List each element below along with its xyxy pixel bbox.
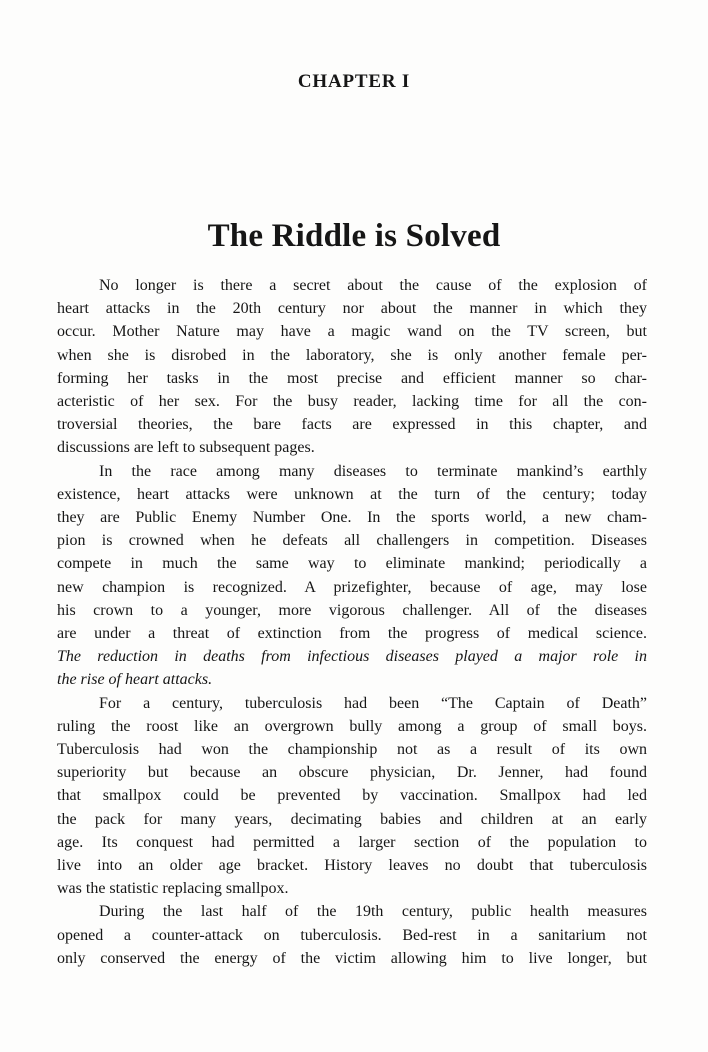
text-line: that smallpox could be prevented by vaccination. Smallpox had led — [57, 787, 647, 805]
text-line: troversial theories, the bare facts are expressed in this chapter, and — [57, 416, 647, 434]
text-line: his crown to a younger, more vigorous challenger. All of the diseases — [57, 601, 647, 619]
text-line: was the statistic replacing smallpox. — [57, 880, 289, 898]
chapter-heading: CHAPTER I — [297, 71, 411, 92]
text-line: Tuberculosis had won the championship not as a result of its own — [57, 741, 647, 759]
body-text — [57, 274, 647, 970]
text-line: only conserved the energy of the victim allowing him to live longer, but — [57, 949, 647, 967]
text-line: forming her tasks in the most precise and efficient manner so char- — [57, 369, 647, 387]
text-line: age. Its conquest had permitted a larger section of the population to — [57, 833, 647, 851]
text-line: occur. Mother Nature may have a magic wand on the TV screen, but — [57, 323, 647, 341]
text-line: ruling the roost like an overgrown bully among a group of small boys. — [57, 717, 647, 735]
text-line: During the last half of the 19th century, public health measures — [99, 903, 647, 921]
paragraph — [57, 274, 647, 460]
text-line: discussions are left to subsequent pages. — [57, 439, 315, 457]
page-title: The Riddle is Solved — [207, 218, 501, 254]
text-line: For a century, tuberculosis had been “The Captain of Death” — [99, 694, 647, 712]
text-line: The reduction in deaths from infectious diseases played a major role in — [57, 648, 647, 666]
text-line: new champion is recognized. A prizefighter, because of age, may lose — [57, 578, 647, 596]
paragraph — [57, 900, 647, 970]
text-line: superiority but because an obscure physician, Dr. Jenner, had found — [57, 764, 647, 782]
text-line: In the race among many diseases to terminate mankind’s earthly — [99, 462, 647, 480]
text-line: opened a counter-attack on tuberculosis. Bed-rest in a sanitarium not — [57, 926, 647, 944]
text-line: No longer is there a secret about the cause of the explosion of — [99, 277, 647, 294]
text-line: live into an older age bracket. History leaves no doubt that tuberculosis — [57, 857, 647, 875]
text-line: compete in much the same way to eliminate mankind; periodically a — [57, 555, 647, 573]
text-line: acteristic of her sex. For the busy reader, lacking time for all the con- — [57, 393, 647, 411]
text-line: heart attacks in the 20th century nor about the manner in which they — [57, 300, 647, 318]
paragraph — [57, 460, 647, 692]
text-line: when she is disrobed in the laboratory, she is only another female per- — [57, 346, 647, 364]
text-line: the rise of heart attacks. — [57, 671, 213, 689]
text-line: the pack for many years, decimating babies and children at an early — [57, 810, 647, 828]
text-line: pion is crowned when he defeats all challengers in competition. Diseases — [57, 532, 647, 550]
text-line: existence, heart attacks were unknown at the turn of the century; today — [57, 485, 647, 503]
text-line: they are Public Enemy Number One. In the sports world, a new cham- — [57, 509, 647, 527]
paragraph — [57, 692, 647, 901]
text-line: are under a threat of extinction from the progress of medical science. — [57, 625, 647, 643]
